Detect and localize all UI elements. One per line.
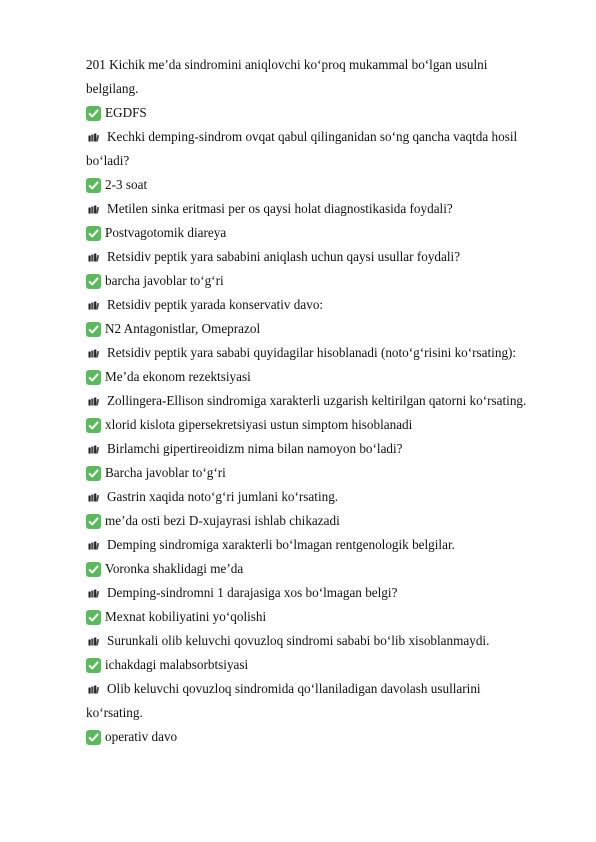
question-text: Retsidiv peptik yara sababi quyidagilar hisoblanadi (noto‘g‘risini ko‘rsating):	[107, 345, 517, 360]
check-mark-icon	[86, 466, 101, 481]
books-icon	[88, 541, 99, 550]
answer-line	[86, 101, 556, 125]
books-icon	[88, 253, 99, 262]
question-heading-line-2	[86, 77, 556, 101]
check-mark-icon	[86, 730, 101, 745]
question-line	[86, 245, 556, 269]
question-heading-line-1	[86, 53, 556, 77]
answer-line	[86, 413, 556, 437]
answer-text: operativ davo	[105, 729, 178, 744]
question-text: Metilen sinka eritmasi per os qaysi holat diagnostikasida foydali?	[107, 201, 453, 216]
question-text: Birlamchi gipertireoidizm nima bilan namoyon bo‘ladi?	[107, 441, 403, 456]
question-text: Surunkali olib keluvchi qovuzloq sindromi sababi bo‘lib xisoblanmaydi.	[107, 633, 490, 648]
books-icon	[88, 301, 99, 310]
question-text: ko‘rsating.	[86, 705, 143, 720]
check-mark-icon	[86, 562, 101, 577]
question-line	[86, 197, 556, 221]
check-mark-icon	[86, 178, 101, 193]
question-line	[86, 341, 556, 365]
answer-text: Voronka shaklidagi me’da	[105, 561, 244, 576]
check-mark-icon	[86, 610, 101, 625]
question-text: Retsidiv peptik yarada konservativ davo:	[107, 297, 324, 312]
answer-text: Me’da ekonom rezektsiyasi	[105, 369, 251, 384]
answer-text: barcha javoblar to‘g‘ri	[105, 273, 224, 288]
check-mark-icon	[86, 658, 101, 673]
qa-list	[86, 101, 556, 749]
answer-text: xlorid kislota gipersekretsiyasi ustun simptom hisoblanadi	[105, 417, 413, 432]
question-text: Olib keluvchi qovuzloq sindromida qo‘llaniladigan davolash usullarini	[107, 681, 481, 696]
books-icon	[88, 397, 99, 406]
check-mark-icon	[86, 418, 101, 433]
answer-line	[86, 317, 556, 341]
answer-text: ichakdagi malabsorbtsiyasi	[105, 657, 249, 672]
answer-line	[86, 461, 556, 485]
answer-text: Postvagotomik diareya	[105, 225, 227, 240]
books-icon	[88, 685, 99, 694]
books-icon	[88, 349, 99, 358]
books-icon	[88, 589, 99, 598]
check-mark-icon	[86, 514, 101, 529]
answer-line	[86, 509, 556, 533]
books-icon	[88, 637, 99, 646]
answer-line	[86, 221, 556, 245]
question-continuation-line	[86, 701, 556, 725]
question-text: 201 Kichik me’da sindromini aniqlovchi ko‘proq mukammal bo‘lgan usulni	[86, 57, 488, 72]
question-text: bo‘ladi?	[86, 153, 130, 168]
check-mark-icon	[86, 370, 101, 385]
answer-text: Mexnat kobiliyatini yo‘qolishi	[105, 609, 267, 624]
answer-text: me’da osti bezi D-xujayrasi ishlab chikazadi	[105, 513, 340, 528]
answer-line	[86, 653, 556, 677]
question-text: Retsidiv peptik yara sababini aniqlash uchun qaysi usullar foydali?	[107, 249, 461, 264]
answer-text: 2-3 soat	[105, 177, 148, 192]
question-line	[86, 389, 556, 413]
question-text: Kechki demping-sindrom ovqat qabul qilinganidan so‘ng qancha vaqtda hosil	[107, 129, 518, 144]
check-mark-icon	[86, 274, 101, 289]
answer-line	[86, 173, 556, 197]
question-text: belgilang.	[86, 81, 139, 96]
answer-text: EGDFS	[105, 105, 147, 120]
answer-text: N2 Antagonistlar, Omeprazol	[105, 321, 261, 336]
question-line	[86, 293, 556, 317]
books-icon	[88, 133, 99, 142]
question-text: Zollingera-Ellison sindromiga xarakterli uzgarish keltirilgan qatorni ko‘rsating.	[107, 393, 527, 408]
answer-text: Barcha javoblar to‘g‘ri	[105, 465, 226, 480]
question-line	[86, 533, 556, 557]
answer-line	[86, 725, 556, 749]
question-text: Gastrin xaqida noto‘g‘ri jumlani ko‘rsating.	[107, 489, 339, 504]
answer-line	[86, 269, 556, 293]
question-line	[86, 485, 556, 509]
question-line	[86, 581, 556, 605]
check-mark-icon	[86, 106, 101, 121]
question-text: Demping-sindromni 1 darajasiga xos bo‘lmagan belgi?	[107, 585, 398, 600]
question-line	[86, 677, 556, 701]
document-page	[86, 53, 556, 749]
question-continuation-line	[86, 149, 556, 173]
question-line	[86, 629, 556, 653]
answer-line	[86, 605, 556, 629]
question-text: Demping sindromiga xarakterli bo‘lmagan rentgenologik belgilar.	[107, 537, 455, 552]
answer-line	[86, 557, 556, 581]
answer-line	[86, 365, 556, 389]
question-line	[86, 437, 556, 461]
check-mark-icon	[86, 322, 101, 337]
question-line	[86, 125, 556, 149]
books-icon	[88, 493, 99, 502]
books-icon	[88, 205, 99, 214]
books-icon	[88, 445, 99, 454]
check-mark-icon	[86, 226, 101, 241]
